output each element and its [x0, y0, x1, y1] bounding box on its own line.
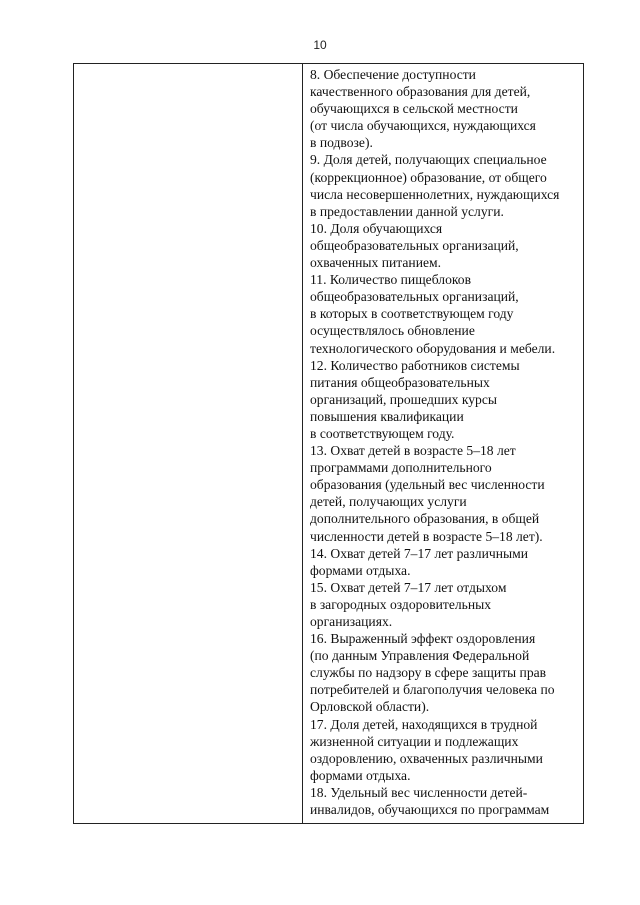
text-line: в соответствующем году. — [310, 425, 455, 441]
text-line: 8. Обеспечение доступности — [310, 67, 476, 82]
text-line: в которых в соответствующем году — [310, 306, 514, 322]
text-line: питания общеобразовательных — [310, 374, 490, 390]
text-line: 16. Выраженный эффект оздоровления — [310, 631, 536, 647]
text-line: численности детей в возрасте 5–18 лет). — [310, 528, 543, 544]
text-line: 10. Доля обучающихся — [310, 220, 443, 236]
text-line: обучающихся в сельской местности — [310, 101, 518, 117]
table-left-cell — [74, 64, 303, 823]
text-line: 13. Охват детей в возрасте 5–18 лет — [310, 443, 516, 459]
text-line: 14. Охват детей 7–17 лет различными — [310, 545, 528, 561]
text-line: повышения квалификации — [310, 408, 464, 424]
text-line: (коррекционное) образование, от общего — [310, 169, 547, 185]
text-line: организациях. — [310, 614, 393, 629]
page-number: 10 — [313, 38, 327, 52]
text-line: организаций, прошедших курсы — [310, 391, 497, 407]
text-line: образования (удельный вес численности — [310, 477, 545, 493]
text-line: осуществлялось обновление — [310, 323, 475, 339]
text-line: детей, получающих услуги — [310, 494, 467, 510]
text-line: (по данным Управления Федеральной — [310, 648, 530, 664]
text-line: 15. Охват детей 7–17 лет отдыхом — [310, 579, 507, 595]
text-line: в загородных оздоровительных — [310, 596, 492, 612]
text-line: программами дополнительного — [310, 460, 492, 476]
text-line: инвалидов, обучающихся по программам — [310, 802, 550, 818]
text-line: (от числа обучающихся, нуждающихся — [310, 118, 536, 134]
text-line: дополнительного образования, в общей — [310, 511, 540, 527]
text-line: качественного образования для детей, — [310, 84, 531, 100]
text-line: числа несовершеннолетних, нуждающихся — [310, 186, 560, 202]
text-line: в подвозе). — [310, 135, 373, 151]
text-line: 11. Количество пищеблоков — [310, 272, 471, 288]
text-line: 17. Доля детей, находящихся в трудной — [310, 716, 538, 732]
text-line: потребителей и благополучия человека по — [310, 682, 555, 698]
text-line: формами отдыха. — [310, 767, 411, 783]
text-line: в предоставлении данной услуги. — [310, 203, 504, 219]
text-line: 18. Удельный вес численности детей- — [310, 784, 528, 800]
text-line: формами отдыха. — [310, 562, 411, 578]
text-line: 9. Доля детей, получающих специальное — [310, 152, 547, 168]
text-line: оздоровлению, охваченных различными — [310, 750, 543, 766]
text-line: общеобразовательных организаций, — [310, 237, 519, 253]
text-line: технологического оборудования и мебели. — [310, 340, 556, 356]
text-line: 12. Количество работников системы — [310, 357, 520, 373]
text-line: общеобразовательных организаций, — [310, 289, 519, 305]
text-line: охваченных питанием. — [310, 255, 442, 271]
table-right-cell — [303, 64, 583, 823]
text-line: жизненной ситуации и подлежащих — [310, 733, 519, 749]
indicators-table — [73, 63, 584, 824]
text-line: службы по надзору в сфере защиты прав — [310, 665, 547, 681]
text-line: Орловской области). — [310, 699, 430, 715]
